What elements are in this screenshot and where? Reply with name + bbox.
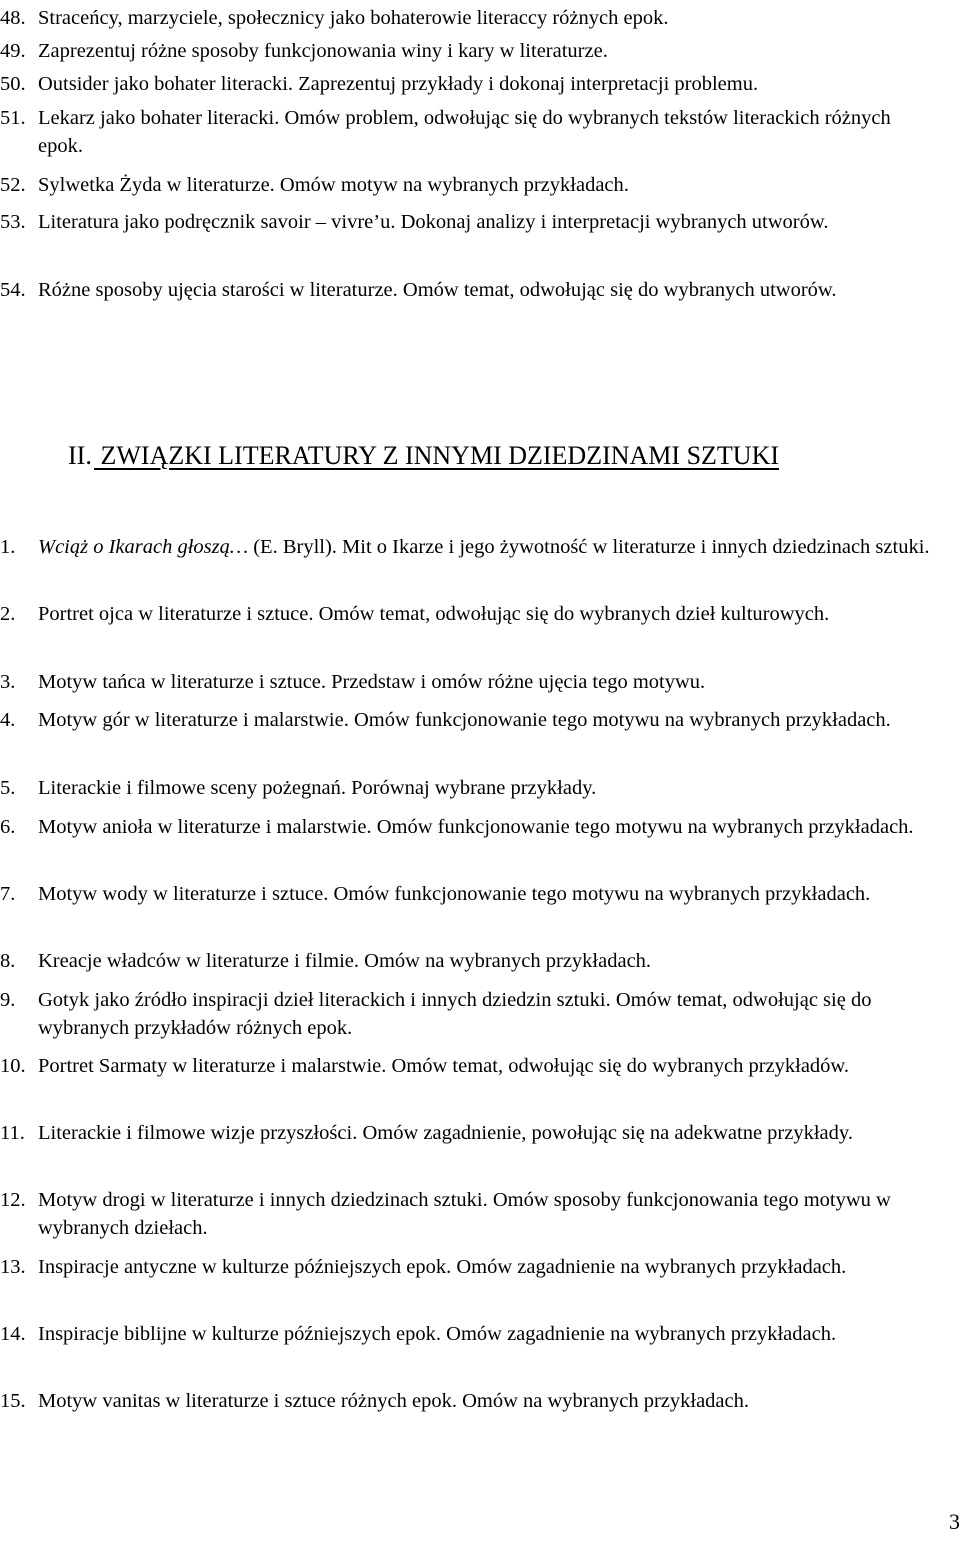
item-text: Kreacje władców w literaturze i filmie. Omów na wybranych przykładach. <box>38 950 652 972</box>
list-item <box>0 276 930 304</box>
list-item <box>0 37 930 65</box>
list-item <box>0 4 930 32</box>
item-number: 11. <box>0 1122 25 1144</box>
item-text: Lekarz jako bohater literacki. Omów problem, odwołując się do wybranych tekstów literackich różnych epok. <box>38 107 891 157</box>
item-text: Różne sposoby ujęcia starości w literaturze. Omów temat, odwołując się do wybranych utworów. <box>38 279 837 301</box>
list-item <box>0 600 930 628</box>
item-text: Literatura jako podręcznik savoir – vivre’u. Dokonaj analizy i interpretacji wybranych utworów. <box>38 211 829 233</box>
list-item <box>0 1052 930 1080</box>
list-item <box>0 1387 930 1415</box>
item-text-rest: (E. Bryll). Mit o Ikarze i jego żywotność w literaturze i innych dziedzinach sztuki. <box>248 536 930 558</box>
item-text: Motyw gór w literaturze i malarstwie. Omów funkcjonowanie tego motywu na wybranych przykładach. <box>38 709 891 731</box>
item-number: 12. <box>0 1189 26 1211</box>
item-text: Literackie i filmowe sceny pożegnań. Porównaj wybrane przykłady. <box>38 777 597 799</box>
item-text: Motyw vanitas w literaturze i sztuce różnych epok. Omów na wybranych przykładach. <box>38 1390 749 1412</box>
list-item <box>0 813 930 841</box>
item-number: 3. <box>0 671 16 693</box>
item-number: 51. <box>0 107 26 129</box>
list-item <box>0 986 930 1042</box>
list-item <box>0 1320 930 1348</box>
item-text: Gotyk jako źródło inspiracji dzieł literackich i innych dziedzin sztuki. Omów temat, odwołując się do wybranych przykładów różnych epok. <box>38 989 872 1039</box>
item-number: 48. <box>0 7 26 29</box>
item-number: 4. <box>0 709 16 731</box>
item-text: Literackie i filmowe wizje przyszłości. Omów zagadnienie, powołując się na adekwatne przykłady. <box>38 1122 853 1144</box>
item-text: Inspiracje antyczne w kulturze późniejszych epok. Omów zagadnienie na wybranych przykładach. <box>38 1256 847 1278</box>
list-item <box>0 1186 930 1242</box>
list-item <box>0 208 930 236</box>
item-text: Portret Sarmaty w literaturze i malarstwie. Omów temat, odwołując się do wybranych przykładów. <box>38 1055 850 1077</box>
list-item <box>0 706 930 734</box>
list-item <box>0 533 930 561</box>
item-text: Outsider jako bohater literacki. Zaprezentuj przykłady i dokonaj interpretacji problemu. <box>38 73 759 95</box>
page-number: 3 <box>949 1509 960 1534</box>
item-text: Inspiracje biblijne w kulturze późniejszych epok. Omów zagadnienie na wybranych przykładach. <box>38 1323 837 1345</box>
item-number: 54. <box>0 279 26 301</box>
item-number: 9. <box>0 989 16 1011</box>
item-text: Motyw wody w literaturze i sztuce. Omów funkcjonowanie tego motywu na wybranych przykładach. <box>38 883 871 905</box>
list-item <box>0 774 930 802</box>
item-number: 52. <box>0 174 26 196</box>
item-text: Motyw drogi w literaturze i innych dziedzinach sztuki. Omów sposoby funkcjonowania tego motywu w wybranych dziełach. <box>38 1189 891 1239</box>
list-item <box>0 880 930 908</box>
section-heading <box>68 438 779 474</box>
item-number: 2. <box>0 603 16 625</box>
list-item <box>0 1119 930 1147</box>
item-number: 5. <box>0 777 16 799</box>
item-text: Portret ojca w literaturze i sztuce. Omów temat, odwołując się do wybranych dzieł kulturowych. <box>38 603 830 625</box>
list-item <box>0 70 930 98</box>
list-item <box>0 1253 930 1281</box>
item-number: 8. <box>0 950 16 972</box>
item-number: 13. <box>0 1256 26 1278</box>
list-item <box>0 668 930 696</box>
item-number: 6. <box>0 816 16 838</box>
item-text <box>38 533 930 561</box>
item-text: Motyw tańca w literaturze i sztuce. Przedstaw i omów różne ujęcia tego motywu. <box>38 671 706 693</box>
item-number: 49. <box>0 40 26 62</box>
item-number: 7. <box>0 883 16 905</box>
item-number: 53. <box>0 211 26 233</box>
item-text: Sylwetka Żyda w literaturze. Omów motyw na wybranych przykładach. <box>38 174 629 196</box>
item-text: Zaprezentuj różne sposoby funkcjonowania winy i kary w literaturze. <box>38 40 608 62</box>
section-title: ZWIĄZKI LITERATURY Z INNYMI DZIEDZINAMI SZTUKI <box>100 441 780 470</box>
list-item <box>0 947 930 975</box>
list-item <box>0 104 930 160</box>
item-number: 50. <box>0 73 26 95</box>
item-number: 15. <box>0 1390 26 1412</box>
italic-quote: Wciąż o Ikarach głoszą… <box>38 536 249 558</box>
item-number: 1. <box>0 536 16 558</box>
list-item <box>0 171 930 199</box>
item-number: 14. <box>0 1323 26 1345</box>
section-number: II. <box>68 441 92 470</box>
item-text: Straceńcy, marzyciele, społecznicy jako bohaterowie literaccy różnych epok. <box>38 7 669 29</box>
item-number: 10. <box>0 1055 26 1077</box>
item-text: Motyw anioła w literaturze i malarstwie. Omów funkcjonowanie tego motywu na wybranych przykładach. <box>38 816 914 838</box>
